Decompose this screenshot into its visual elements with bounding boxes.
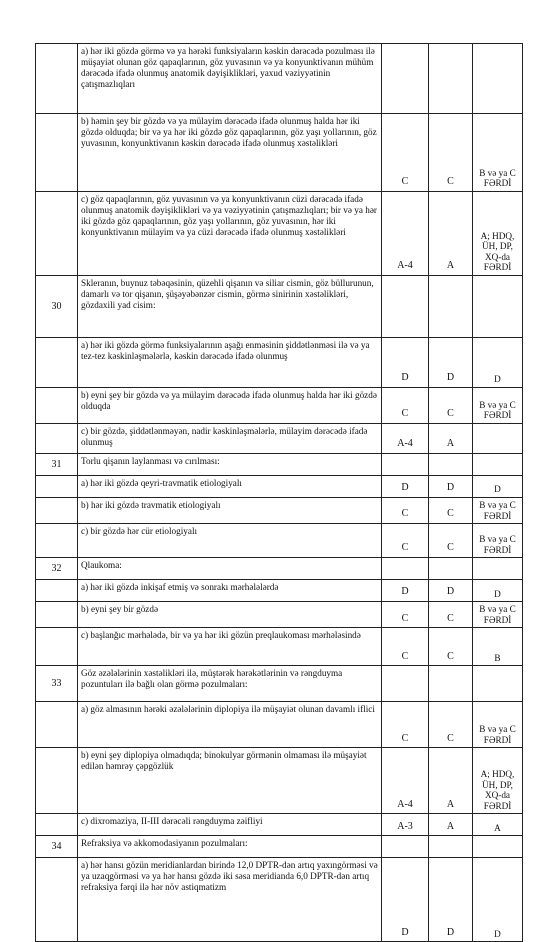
row-number bbox=[36, 524, 78, 558]
grade-column-3: A; HDQ, ÜH, DP, XQ-da FƏRDİ bbox=[473, 192, 523, 276]
grade-column-2 bbox=[429, 558, 473, 580]
grade-column-3: B bbox=[473, 628, 523, 666]
row-number: 32 bbox=[36, 558, 78, 580]
grade-column-3: B və ya C FƏRDİ bbox=[473, 602, 523, 628]
row-description: b) həmin şey bir gözdə və ya mülayim dərəcədə ifadə olunmuş halda hər iki gözdə olduqda; bir və ya hər iki gözdə göz qapaqlarının, göz yaşı yollarının, göz yuvasının, konyunktivanın kəskin dərəcədə ifadə olunmuş xəstəlikləri bbox=[78, 114, 382, 192]
grade-column-1: A-4 bbox=[382, 192, 429, 276]
grade-column-2 bbox=[429, 276, 473, 338]
grade-column-3 bbox=[473, 666, 523, 702]
row-number bbox=[36, 748, 78, 814]
row-number bbox=[36, 814, 78, 836]
grade-column-1: C bbox=[382, 524, 429, 558]
grade-column-2 bbox=[429, 454, 473, 476]
table-row bbox=[36, 424, 523, 454]
grade-column-3 bbox=[473, 558, 523, 580]
table-row bbox=[36, 748, 523, 814]
table-row bbox=[36, 498, 523, 524]
grade-column-1: C bbox=[382, 702, 429, 748]
row-description: c) başlanğıc mərhələdə, bir və ya hər iki gözün preqlaukoması mərhələsində bbox=[78, 628, 382, 666]
row-description: Torlu qişanın laylanması və cırılması: bbox=[78, 454, 382, 476]
row-number bbox=[36, 44, 78, 114]
grade-column-3: D bbox=[473, 338, 523, 388]
grade-column-1: C bbox=[382, 602, 429, 628]
grade-column-3: D bbox=[473, 858, 523, 942]
row-description: b) eyni şey bir gözdə və ya mülayim dərəcədə ifadə olunmuş halda hər iki gözdə olduqda bbox=[78, 388, 382, 424]
row-number bbox=[36, 388, 78, 424]
grade-column-2: A bbox=[429, 748, 473, 814]
grade-column-3: B və ya C FƏRDİ bbox=[473, 114, 523, 192]
grade-column-1: C bbox=[382, 388, 429, 424]
table-row bbox=[36, 476, 523, 498]
grade-column-2: A bbox=[429, 424, 473, 454]
row-number: 31 bbox=[36, 454, 78, 476]
row-number bbox=[36, 580, 78, 602]
grade-column-3: D bbox=[473, 476, 523, 498]
table-row bbox=[36, 524, 523, 558]
grade-column-3: D bbox=[473, 580, 523, 602]
table-row bbox=[36, 814, 523, 836]
grade-column-3: B və ya C FƏRDİ bbox=[473, 388, 523, 424]
grade-column-1: C bbox=[382, 628, 429, 666]
grade-column-1 bbox=[382, 836, 429, 858]
row-description: Skleranın, buynuz təbəqəsinin, qüzehli qişanın və siliar cismin, göz büllurunun, damarlı və tor qişanın, şüşəyəbənzər cismin, görmə sinirinin xəstəlikləri, gözdaxili yad cisim: bbox=[78, 276, 382, 338]
grade-column-2: C bbox=[429, 388, 473, 424]
row-description: Qlaukoma: bbox=[78, 558, 382, 580]
grade-column-1: A-4 bbox=[382, 424, 429, 454]
grade-column-3 bbox=[473, 454, 523, 476]
table-body bbox=[36, 44, 523, 942]
grade-column-1: A-3 bbox=[382, 814, 429, 836]
row-number bbox=[36, 114, 78, 192]
grade-column-3: B və ya C FƏRDİ bbox=[473, 702, 523, 748]
grade-column-3 bbox=[473, 836, 523, 858]
table-row bbox=[36, 602, 523, 628]
row-description: a) göz almasının hərəki əzələlərinin diplopiya ilə müşayiət olunan davamlı iflici bbox=[78, 702, 382, 748]
row-number bbox=[36, 628, 78, 666]
grade-column-3: A bbox=[473, 814, 523, 836]
grade-column-1 bbox=[382, 666, 429, 702]
grade-column-1: D bbox=[382, 580, 429, 602]
table-row bbox=[36, 702, 523, 748]
row-number bbox=[36, 498, 78, 524]
row-number: 34 bbox=[36, 836, 78, 858]
table-row bbox=[36, 44, 523, 114]
grade-column-2: C bbox=[429, 628, 473, 666]
row-number bbox=[36, 476, 78, 498]
row-number bbox=[36, 192, 78, 276]
row-description: a) hər hansı gözün meridianlardan birində 12,0 DPTR-dən artıq yaxıngörməsi və ya uzaqgörməsi və ya hər hansı gözdə iki səsa meridianda 6,0 DPTR-dən artıq refraksiya fərqi ilə hər növ astiqmatizm bbox=[78, 858, 382, 942]
row-description: c) bir gözdə, şiddətlənməyən, nadir kəskinləşmələrlə, mülayim dərəcədə ifadə olunmuş bbox=[78, 424, 382, 454]
grade-column-3: A; HDQ, ÜH, DP, XQ-da FƏRDİ bbox=[473, 748, 523, 814]
grade-column-3 bbox=[473, 44, 523, 114]
grade-column-2: D bbox=[429, 858, 473, 942]
row-number bbox=[36, 602, 78, 628]
grade-column-2: C bbox=[429, 498, 473, 524]
row-description: Göz əzələlərinin xəstəlikləri ilə, müştərək hərəkətlərinin və rəngduyma pozuntuları ilə bağlı olan görmə pozulmaları: bbox=[78, 666, 382, 702]
grade-column-2: D bbox=[429, 338, 473, 388]
grade-column-2: D bbox=[429, 580, 473, 602]
grade-column-1: C bbox=[382, 114, 429, 192]
row-description: a) hər iki gözdə qeyri-travmatik etiologiyalı bbox=[78, 476, 382, 498]
grade-column-1 bbox=[382, 558, 429, 580]
row-description: c) bir gözdə hər cür etiologiyalı bbox=[78, 524, 382, 558]
row-description: c) dixromaziya, II-III dərəcəli rəngduyma zəifliyi bbox=[78, 814, 382, 836]
disease-grade-table bbox=[35, 43, 523, 942]
row-number bbox=[36, 702, 78, 748]
grade-column-3: B və ya C FƏRDİ bbox=[473, 524, 523, 558]
grade-column-2: D bbox=[429, 476, 473, 498]
grade-column-1: D bbox=[382, 858, 429, 942]
section-row bbox=[36, 836, 523, 858]
row-description: a) hər iki gözdə görmə funksiyalarının aşağı enməsinin şiddətlənməsi ilə və ya tez-tez kəskinləşmələrlə, kəskin dərəcədə ifadə olunmuş bbox=[78, 338, 382, 388]
table-row bbox=[36, 114, 523, 192]
row-description: a) hər iki gözdə inkişaf etmiş və sonrakı mərhələlərdə bbox=[78, 580, 382, 602]
section-row bbox=[36, 666, 523, 702]
grade-column-1 bbox=[382, 454, 429, 476]
row-description: b) eyni şey bir gözdə bbox=[78, 602, 382, 628]
grade-column-2 bbox=[429, 666, 473, 702]
row-description: c) göz qapaqlarının, göz yuvasının və ya konyunktivanın cüzi dərəcədə ifadə olunmuş anatomik dəyişiklikləri və ya vəziyyətinin çatışmazlıqları; bir və ya hər iki gözdə göz qapaqlarının, göz yaşı yollarının, göz yuvasının, hər iki konyunktivanın mülayim və ya cüzi dərəcədə ifadə olunmuş xəstəlikləri bbox=[78, 192, 382, 276]
section-row bbox=[36, 276, 523, 338]
row-description: b) hər iki gözdə travmatik etiologiyalı bbox=[78, 498, 382, 524]
grade-column-1 bbox=[382, 44, 429, 114]
row-number bbox=[36, 858, 78, 942]
grade-column-2 bbox=[429, 836, 473, 858]
document-page bbox=[35, 43, 522, 942]
row-number bbox=[36, 338, 78, 388]
table-row bbox=[36, 192, 523, 276]
grade-column-1: D bbox=[382, 338, 429, 388]
table-row bbox=[36, 338, 523, 388]
grade-column-2: A bbox=[429, 192, 473, 276]
section-row bbox=[36, 558, 523, 580]
grade-column-2: C bbox=[429, 114, 473, 192]
grade-column-2: C bbox=[429, 524, 473, 558]
row-number: 30 bbox=[36, 276, 78, 338]
grade-column-3: B və ya C FƏRDİ bbox=[473, 498, 523, 524]
grade-column-1: D bbox=[382, 476, 429, 498]
table-row bbox=[36, 580, 523, 602]
section-row bbox=[36, 454, 523, 476]
row-description: b) eyni şey diplopiya olmadıqda; binokulyar görmənin olmaması ilə müşayiət edilən həmrəy çəpgözlük bbox=[78, 748, 382, 814]
grade-column-2: C bbox=[429, 602, 473, 628]
row-number bbox=[36, 424, 78, 454]
grade-column-3 bbox=[473, 276, 523, 338]
grade-column-2 bbox=[429, 44, 473, 114]
table-row bbox=[36, 628, 523, 666]
grade-column-1: A-4 bbox=[382, 748, 429, 814]
grade-column-2: C bbox=[429, 702, 473, 748]
table-row bbox=[36, 388, 523, 424]
row-description: Refraksiya və akkomodasiyanın pozulmaları: bbox=[78, 836, 382, 858]
row-description: a) hər iki gözdə görmə və ya hərəki funksiyaların kəskin dərəcədə pozulması ilə müşayiət olunan göz qapaqlarının, göz yuvasının və ya konyunktivanın mühüm dərəcədə ifadə olunmuş anatomik dəyişiklikləri, yaxud vəziyyətinin çatışmazlıqları bbox=[78, 44, 382, 114]
grade-column-1 bbox=[382, 276, 429, 338]
grade-column-2: A bbox=[429, 814, 473, 836]
table-row bbox=[36, 858, 523, 942]
row-number: 33 bbox=[36, 666, 78, 702]
grade-column-3 bbox=[473, 424, 523, 454]
grade-column-1: C bbox=[382, 498, 429, 524]
